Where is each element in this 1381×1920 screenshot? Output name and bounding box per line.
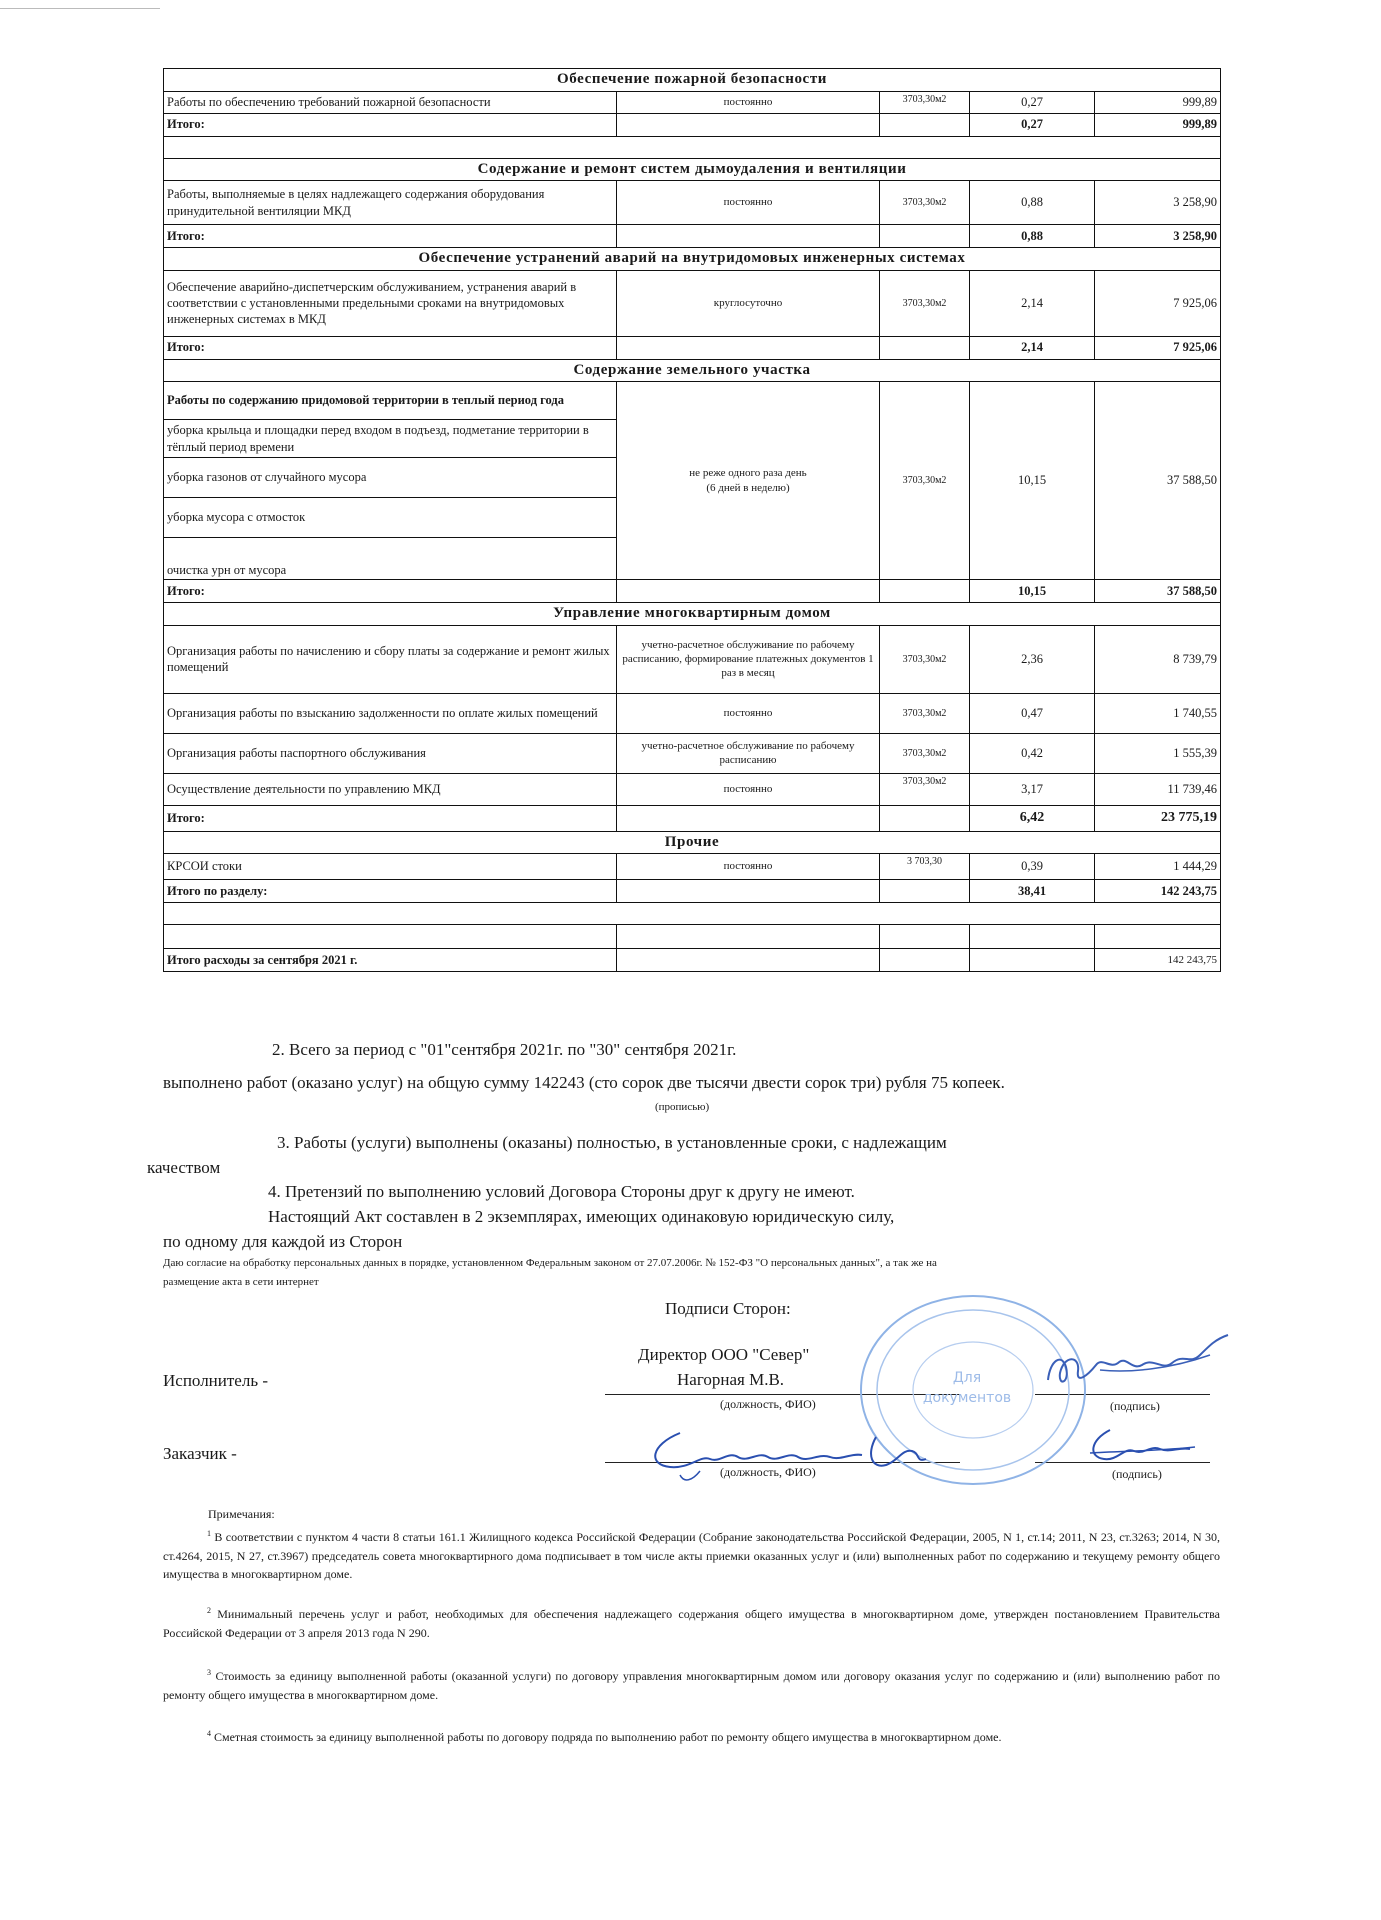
section-total-rate: 38,41: [970, 880, 1095, 903]
total-sum: 3 258,90: [1095, 225, 1221, 248]
row-rate: 2,14: [970, 270, 1095, 336]
executor-name: Нагорная М.В.: [677, 1370, 785, 1389]
signatures-title: Подписи Сторон:: [665, 1299, 791, 1318]
row-name: Обеспечение аварийно-диспетчерским обслуживанием, устранения аварий в соответствии с установленными предельными сроками на внутридомовых инженерных системах в МКД: [164, 270, 617, 336]
row-sum: 1 555,39: [1095, 733, 1221, 773]
consent-line-2: размещение акта в сети интернет: [163, 1276, 319, 1288]
row-area: 3703,30м2: [880, 733, 970, 773]
stamp-text-2: документов: [922, 1390, 1012, 1406]
row-sum: 8 739,79: [1095, 625, 1221, 693]
row-rate: 3,17: [970, 773, 1095, 805]
row-name: Работы, выполняемые в целях надлежащего содержания оборудования принудительной вентиляции МКД: [164, 181, 617, 225]
row-frequency: постоянно: [617, 181, 880, 225]
note-3-text: Стоимость за единицу выполненной работы (оказанной услуги) по договору управления многоквартирным домом или договору оказания услуг по содержанию и (или) выполнению работ по ремонту общего имущества в многоквартирном доме.: [163, 1669, 1220, 1702]
customer-sign-caption: (подпись): [1112, 1467, 1162, 1481]
section-total-sum: 142 243,75: [1095, 880, 1221, 903]
row-area: 3703,30м2: [880, 693, 970, 733]
executor-sign-caption: (подпись): [1110, 1399, 1160, 1413]
row-sum: 1 444,29: [1095, 854, 1221, 880]
row-area: 3703,30м2: [880, 773, 970, 805]
total-label: Итого:: [164, 225, 617, 248]
total-sum: 23 775,19: [1095, 805, 1221, 831]
notes-title: Примечания:: [208, 1507, 275, 1521]
row-name: Организация работы по начислению и сбору платы за содержание и ремонт жилых помещений: [164, 625, 617, 693]
total-sum: 7 925,06: [1095, 336, 1221, 359]
row-sum: 3 258,90: [1095, 181, 1221, 225]
section-title: Управление многоквартирным домом: [164, 603, 1221, 626]
group-head: Работы по содержанию придомовой территории в теплый период года: [164, 382, 617, 420]
propisyu-caption: (прописью): [655, 1101, 710, 1113]
row-rate: 2,36: [970, 625, 1095, 693]
section-title: Содержание земельного участка: [164, 359, 1221, 382]
note-3: $^3$ Стоимость за единицу выполненной работы (оказанной услуги) по договору управления многоквартирным домом или договору оказания услуг по содержанию и (или) выполнению работ по ремонту общего имущества в многоквартирном доме.: [163, 1668, 1220, 1702]
paragraph-3-cont: качеством: [147, 1158, 221, 1177]
paragraph-5: Настоящий Акт составлен в 2 экземплярах, имеющих одинаковую юридическую силу,: [268, 1207, 895, 1226]
group-item: уборка крыльца и площадки перед входом в подъезд, подметание территории в тёплый период времени: [164, 420, 617, 458]
row-sum: 1 740,55: [1095, 693, 1221, 733]
row-sum: 11 739,46: [1095, 773, 1221, 805]
row-rate: 0,88: [970, 181, 1095, 225]
total-rate: 0,27: [970, 113, 1095, 136]
executor-position: Директор ООО "Север": [638, 1345, 810, 1364]
note-2-text: Минимальный перечень услуг и работ, необходимых для обеспечения надлежащего содержания общего имущества в многоквартирном доме, утвержден постановлением Правительства Российской Федерации от 3 апреля 2013 года N 290.: [163, 1607, 1221, 1640]
row-area: 3703,30м2: [880, 181, 970, 225]
row-area: 3703,30м2: [880, 625, 970, 693]
row-sum: 7 925,06: [1095, 270, 1221, 336]
row-sum: 999,89: [1095, 91, 1221, 113]
paragraph-3: 3. Работы (услуги) выполнены (оказаны) полностью, в установленные сроки, с надлежащим: [277, 1133, 947, 1152]
row-rate: 0,42: [970, 733, 1095, 773]
group-area: 3703,30м2: [880, 382, 970, 580]
group-item: очистка урн от мусора: [164, 538, 617, 580]
note-4-text: Сметная стоимость за единицу выполненной работы по договору подряда по выполнению работ по ремонту общего имущества в многоквартирном доме.: [214, 1730, 1002, 1744]
section-title: Прочие: [164, 831, 1221, 854]
total-label: Итого:: [164, 580, 617, 603]
row-area: 3703,30м2: [880, 270, 970, 336]
row-frequency: постоянно: [617, 91, 880, 113]
row-frequency: учетно-расчетное обслуживание по рабочему расписанию: [617, 733, 880, 773]
section-title: Обеспечение устранений аварий на внутридомовых инженерных системах: [164, 248, 1221, 271]
note-1: $^1$ В соответствии с пунктом 4 части 8 статьи 161.1 Жилищного кодекса Российской Федерации (Собрание законодательства Российской Федерации, 2005, N 1, ст.14; 2011, N 23, ст.3263; 2014, N 30, ст.4264, 2015, N 27, ст.3967) председатель совета многоквартирного дома подписывает в том числе акты приемки оказанных услуг и (или) выполненных работ по содержанию и текущему ремонту общего имущества в многоквартирном доме.: [163, 1529, 1221, 1582]
note-4: $^4$ Сметная стоимость за единицу выполненной работы по договору подряда по выполнению работ по ремонту общего имущества в многоквартирном доме.: [207, 1729, 1002, 1744]
total-sum: 999,89: [1095, 113, 1221, 136]
row-name: КРСОИ стоки: [164, 854, 617, 880]
paragraph-5-cont: по одному для каждой из Сторон: [163, 1232, 403, 1251]
customer-sign-mark: [1080, 1425, 1200, 1470]
group-item: уборка мусора с отмосток: [164, 498, 617, 538]
total-label: Итого:: [164, 805, 617, 831]
group-rate: 10,15: [970, 382, 1095, 580]
group-item: уборка газонов от случайного мусора: [164, 458, 617, 498]
executor-position-caption: (должность, ФИО): [720, 1397, 816, 1411]
grand-total-label: Итого расходы за сентября 2021 г.: [164, 949, 617, 972]
stamp-text: Для: [952, 1370, 982, 1386]
customer-label: Заказчик -: [163, 1444, 237, 1463]
total-label: Итого:: [164, 336, 617, 359]
row-frequency: постоянно: [617, 773, 880, 805]
row-area: 3 703,30: [880, 854, 970, 880]
executor-signature: [1040, 1325, 1240, 1400]
total-rate: 6,42: [970, 805, 1095, 831]
section-total-label: Итого по разделу:: [164, 880, 617, 903]
row-area: 3703,30м2: [880, 91, 970, 113]
total-rate: 0,88: [970, 225, 1095, 248]
row-frequency: круглосуточно: [617, 270, 880, 336]
total-sum: 37 588,50: [1095, 580, 1221, 603]
row-name: Организация работы паспортного обслуживания: [164, 733, 617, 773]
customer-signature: [640, 1425, 970, 1485]
executor-label: Исполнитель -: [163, 1371, 268, 1390]
total-rate: 2,14: [970, 336, 1095, 359]
group-sum: 37 588,50: [1095, 382, 1221, 580]
paragraph-4: 4. Претензий по выполнению условий Договора Стороны друг к другу не имеют.: [268, 1182, 855, 1201]
section-title: Обеспечение пожарной безопасности: [164, 69, 1221, 92]
paragraph-2: 2. Всего за период с "01"сентября 2021г. по "30" сентября 2021г.: [272, 1040, 737, 1059]
total-rate: 10,15: [970, 580, 1095, 603]
row-name: Организация работы по взысканию задолженности по оплате жилых помещений: [164, 693, 617, 733]
row-frequency: постоянно: [617, 854, 880, 880]
grand-total-sum: 142 243,75: [1095, 949, 1221, 972]
consent-line-1: Даю согласие на обработку персональных данных в порядке, установленном Федеральным законом от 27.07.2006г. № 152-ФЗ "О персональных данных", а так же на: [163, 1257, 937, 1269]
row-name: Осуществление деятельности по управлению МКД: [164, 773, 617, 805]
note-1-text: В соответствии с пунктом 4 части 8 статьи 161.1 Жилищного кодекса Российской Федерации (Собрание законодательства Российской Федерации, 2005, N 1, ст.14; 2011, N 23, ст.3263; 2014, N 30, ст.4264, 2015, N 27, ст.3967) председатель совета многоквартирного дома подписывает в том числе акты приемки оказанных услуг и (или) выполненных работ по содержанию и текущему ремонту общего имущества в многоквартирном доме.: [163, 1530, 1221, 1582]
row-name: Работы по обеспечению требований пожарной безопасности: [164, 91, 617, 113]
row-frequency: постоянно: [617, 693, 880, 733]
row-rate: 0,39: [970, 854, 1095, 880]
section-title: Содержание и ремонт систем дымоудаления и вентиляции: [164, 158, 1221, 181]
row-frequency: учетно-расчетное обслуживание по рабочему расписанию, формирование платежных документов 1 раз в месяц: [617, 625, 880, 693]
scan-edge-line: [0, 8, 160, 9]
note-2: $^2$ Минимальный перечень услуг и работ, необходимых для обеспечения надлежащего содержания общего имущества в многоквартирном доме, утвержден постановлением Правительства Российской Федерации от 3 апреля 2013 года N 290.: [163, 1606, 1221, 1640]
row-rate: 0,47: [970, 693, 1095, 733]
paragraph-2-amount: выполнено работ (оказано услуг) на общую сумму 142243 (сто сорок две тысячи двести сорок три) рубля 75 копеек.: [163, 1073, 1005, 1092]
total-label: Итого:: [164, 113, 617, 136]
row-rate: 0,27: [970, 91, 1095, 113]
group-frequency: не реже одного раза день (6 дней в неделю): [617, 382, 880, 580]
customer-position-caption: (должность, ФИО): [720, 1465, 816, 1479]
services-table: [163, 68, 1221, 972]
